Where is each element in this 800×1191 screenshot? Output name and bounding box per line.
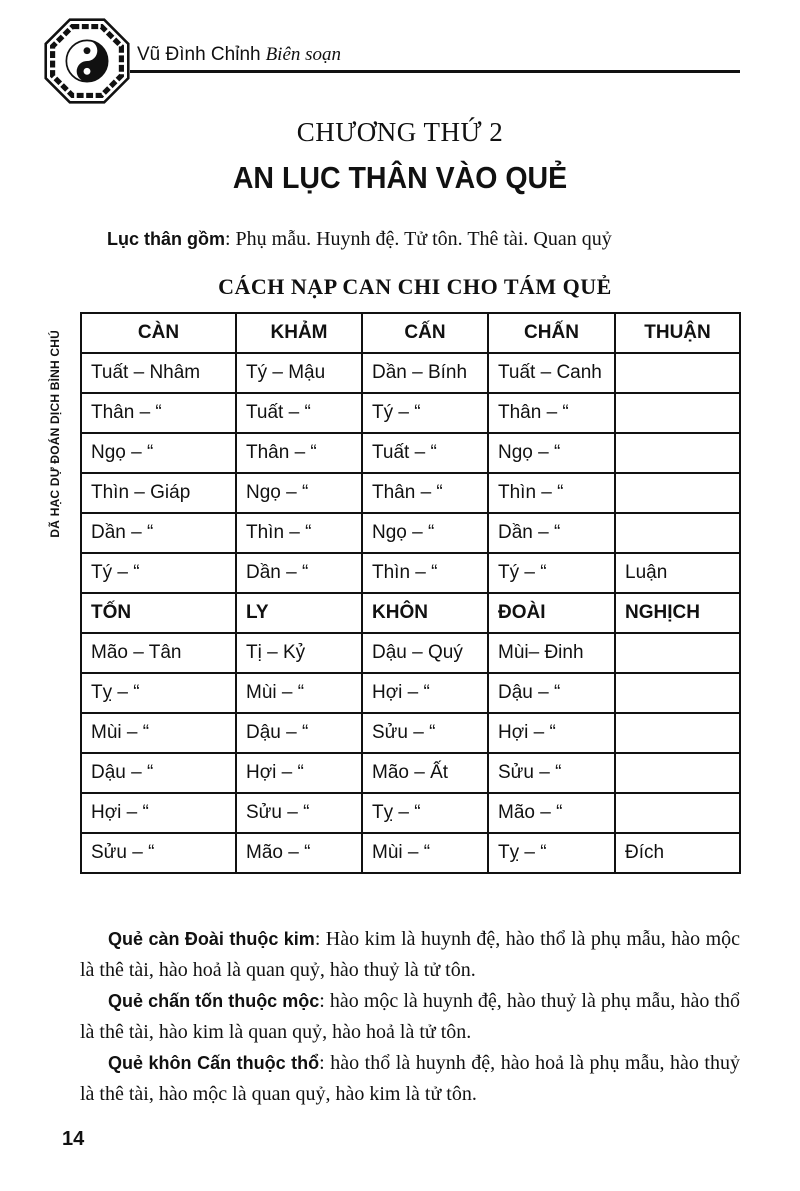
table-cell: Mùi – “ [362,833,488,873]
yin-yang-bagua-icon [44,18,130,104]
table-header-cell: CÀN [81,313,236,353]
table-cell: Sửu – “ [81,833,236,873]
table-cell: Thìn – Giáp [81,473,236,513]
side-book-title: DÃ HẠC DỰ ĐOÁN DỊCH BÌNH CHÚ [48,330,62,538]
table-cell: Mùi – “ [236,673,362,713]
table-row [81,433,740,473]
table-row [81,713,740,753]
table-cell [615,713,740,753]
table-cell: Tuất – Nhâm [81,353,236,393]
can-chi-table [80,312,741,874]
table-cell: Mùi– Đinh [488,633,615,673]
table-header-cell: NGHỊCH [615,593,740,633]
paragraph-moc [80,986,740,1048]
table-header-cell: TỐN [81,593,236,633]
chapter-heading: CHƯƠNG THỨ 2 [296,117,504,147]
table-row [81,793,740,833]
table-cell: Thìn – “ [236,513,362,553]
table-row [81,473,740,513]
table-cell: Đích [615,833,740,873]
table-header-cell: THUẬN [615,313,740,353]
table-cell: Ngọ – “ [488,433,615,473]
table-cell: Mão – Tân [81,633,236,673]
table-cell: Tý – “ [81,553,236,593]
table-cell: Dậu – “ [236,713,362,753]
table-header-cell: KHẢM [236,313,362,353]
table-cell: Mão – “ [488,793,615,833]
table-cell: Hợi – “ [488,713,615,753]
table-cell [615,513,740,553]
table-cell: Tuất – “ [362,433,488,473]
table-cell: Thân – “ [236,433,362,473]
chapter-title: AN LỤC THÂN VÀO QUẺ [232,160,568,195]
table-cell: Thân – “ [488,393,615,433]
paragraph-text: : Hào kim là huynh đệ, hào thổ là phụ mẫu, hào mộc là thê tài, hào hoả là quan quỷ, hào thuỷ là tử tôn. [80,928,740,981]
table-cell: Dần – “ [488,513,615,553]
page-number: 14 [62,1128,85,1150]
table-cell: Hợi – “ [81,793,236,833]
table-row [81,633,740,673]
table-cell: Tý – Mậu [236,353,362,393]
table-cell: Tỵ – “ [362,793,488,833]
table-cell: Tị – Kỷ [236,633,362,673]
table-row [81,393,740,433]
table-header-cell: CẤN [362,313,488,353]
running-header [137,44,341,66]
paragraph-tho [80,1048,740,1110]
header-author: Vũ Đình Chỉnh [137,44,261,65]
table-cell: Dần – “ [81,513,236,553]
table-header-cell: ĐOÀI [488,593,615,633]
table-cell: Tỵ – “ [488,833,615,873]
table-header-cell: KHÔN [362,593,488,633]
intro-line [107,228,612,251]
table-row [81,753,740,793]
table-cell: Thân – “ [81,393,236,433]
header-rule [130,70,740,73]
table-header-cell: LY [236,593,362,633]
table-cell: Dậu – “ [81,753,236,793]
table-cell [615,753,740,793]
table-cell: Mùi – “ [81,713,236,753]
table-row [81,673,740,713]
table-cell: Tỵ – “ [81,673,236,713]
table-cell: Luận [615,553,740,593]
table-cell [615,433,740,473]
table-header-cell: CHẤN [488,313,615,353]
table-cell: Ngọ – “ [81,433,236,473]
table-cell [615,473,740,513]
table-row [81,833,740,873]
paragraph-kim [80,924,740,986]
table-cell [615,633,740,673]
table-cell: Sửu – “ [236,793,362,833]
table-cell: Tý – “ [488,553,615,593]
table-cell: Mão – “ [236,833,362,873]
header-role: Biên soạn [265,44,342,65]
paragraph-label: Quẻ càn Đoài thuộc kim [108,929,315,949]
table-cell [615,393,740,433]
intro-label: Lục thân gồm [107,229,225,249]
table-cell: Dần – “ [236,553,362,593]
table-cell: Thìn – “ [488,473,615,513]
table-cell: Thân – “ [362,473,488,513]
table-row [81,313,740,353]
table-cell: Ngọ – “ [362,513,488,553]
table-cell [615,793,740,833]
table-cell: Sửu – “ [362,713,488,753]
table-cell: Ngọ – “ [236,473,362,513]
table-cell: Dậu – Quý [362,633,488,673]
table-row [81,353,740,393]
paragraph-label: Quẻ chấn tốn thuộc mộc [108,991,320,1011]
paragraph-label: Quẻ khôn Cấn thuộc thổ [108,1053,320,1073]
paragraph-text: : hào mộc là huynh đệ, hào thuỷ là phụ mẫu, hào thổ là thê tài, hào kim là quan quỷ, hào hoả là tử tôn. [80,990,740,1043]
table-row [81,513,740,553]
table-cell: Hợi – “ [362,673,488,713]
table-cell: Dậu – “ [488,673,615,713]
table-title: CÁCH NẠP CAN CHI CHO TÁM QUẺ [218,274,612,299]
table-cell: Mão – Ất [362,753,488,793]
table-row [81,593,740,633]
table-cell: Sửu – “ [488,753,615,793]
table-cell: Hợi – “ [236,753,362,793]
table-cell: Dần – Bính [362,353,488,393]
table-cell: Tuất – Canh [488,353,615,393]
table-cell: Tý – “ [362,393,488,433]
intro-text: : Phụ mẫu. Huynh đệ. Tử tôn. Thê tài. Quan quỷ [225,228,612,250]
table-cell: Thìn – “ [362,553,488,593]
paragraph-text: : hào thổ là huynh đệ, hào hoả là phụ mẫu, hào thuỷ là thê tài, hào mộc là quan quỷ, hào kim là tử tôn. [80,1052,740,1105]
table-cell: Tuất – “ [236,393,362,433]
table-row [81,553,740,593]
table-cell [615,673,740,713]
table-cell [615,353,740,393]
